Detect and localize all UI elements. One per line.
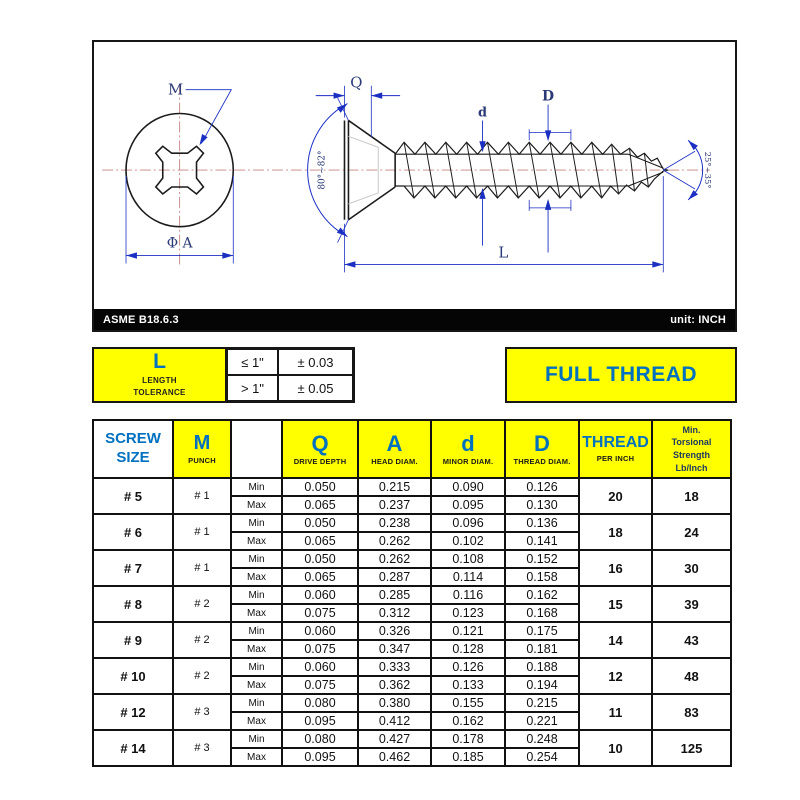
max-label: Max xyxy=(231,532,282,550)
table-row xyxy=(93,586,731,604)
tolerance-symbol-cell xyxy=(92,347,227,403)
min-drive-depth: 0.080 xyxy=(282,730,358,748)
header-thread-diam: D THREAD DIAM. xyxy=(505,420,579,478)
strength-cell: 39 xyxy=(652,586,731,622)
max-minor-diam: 0.185 xyxy=(431,748,505,766)
min-head-diam: 0.238 xyxy=(358,514,431,532)
min-thread-diam: 0.126 xyxy=(505,478,579,496)
length-tolerance-box xyxy=(92,347,355,403)
thread-per-inch-cell: 11 xyxy=(579,694,652,730)
min-minor-diam: 0.090 xyxy=(431,478,505,496)
header-m-punch: M PUNCH xyxy=(173,420,231,478)
max-drive-depth: 0.075 xyxy=(282,676,358,694)
max-minor-diam: 0.123 xyxy=(431,604,505,622)
strength-cell: 24 xyxy=(652,514,731,550)
max-drive-depth: 0.065 xyxy=(282,496,358,514)
max-label: Max xyxy=(231,568,282,586)
max-head-diam: 0.347 xyxy=(358,640,431,658)
tolerance-value: ± 0.03 xyxy=(278,349,353,375)
min-minor-diam: 0.121 xyxy=(431,622,505,640)
max-drive-depth: 0.095 xyxy=(282,748,358,766)
thread-crests-bottom xyxy=(395,171,663,198)
header-head-diam: A HEAD DIAM. xyxy=(358,420,431,478)
header-torsional-strength: Min. Torsional Strength Lb/Inch xyxy=(652,420,731,478)
screw-size-cell: # 6 xyxy=(93,514,173,550)
thread-per-inch-cell: 15 xyxy=(579,586,652,622)
leader-arrow xyxy=(199,134,207,145)
min-label: Min xyxy=(231,586,282,604)
table-row xyxy=(93,694,731,712)
max-minor-diam: 0.095 xyxy=(431,496,505,514)
table-row xyxy=(93,658,731,676)
header-empty xyxy=(231,420,282,478)
unit-label: unit: INCH xyxy=(670,313,726,326)
screw-size-cell: # 12 xyxy=(93,694,173,730)
minor-diameter-label: d xyxy=(478,105,488,121)
min-thread-diam: 0.248 xyxy=(505,730,579,748)
max-minor-diam: 0.128 xyxy=(431,640,505,658)
punch-cell: # 1 xyxy=(173,478,231,514)
screw-size-cell: # 9 xyxy=(93,622,173,658)
strength-cell: 30 xyxy=(652,550,731,586)
min-head-diam: 0.262 xyxy=(358,550,431,568)
max-thread-diam: 0.254 xyxy=(505,748,579,766)
tip-angle-label: 25°~35° xyxy=(702,151,713,189)
full-thread-label: FULL THREAD xyxy=(544,363,698,386)
min-drive-depth: 0.050 xyxy=(282,514,358,532)
max-minor-diam: 0.133 xyxy=(431,676,505,694)
min-head-diam: 0.326 xyxy=(358,622,431,640)
screw-drawing xyxy=(94,42,735,309)
min-thread-diam: 0.175 xyxy=(505,622,579,640)
min-label: Min xyxy=(231,478,282,496)
screw-size-cell: # 8 xyxy=(93,586,173,622)
head-diameter-label: Φ A xyxy=(166,235,193,252)
min-drive-depth: 0.060 xyxy=(282,586,358,604)
min-minor-diam: 0.126 xyxy=(431,658,505,676)
min-drive-depth: 0.060 xyxy=(282,622,358,640)
min-drive-depth: 0.060 xyxy=(282,658,358,676)
max-thread-diam: 0.141 xyxy=(505,532,579,550)
max-label: Max xyxy=(231,712,282,730)
thread-per-inch-cell: 16 xyxy=(579,550,652,586)
max-drive-depth: 0.075 xyxy=(282,640,358,658)
spec-table xyxy=(92,419,732,767)
max-head-diam: 0.412 xyxy=(358,712,431,730)
max-label: Max xyxy=(231,676,282,694)
max-label: Max xyxy=(231,748,282,766)
min-thread-diam: 0.188 xyxy=(505,658,579,676)
thread-per-inch-cell: 20 xyxy=(579,478,652,514)
screw-size-cell: # 10 xyxy=(93,658,173,694)
punch-cell: # 1 xyxy=(173,514,231,550)
max-minor-diam: 0.114 xyxy=(431,568,505,586)
punch-cell: # 2 xyxy=(173,622,231,658)
min-thread-diam: 0.152 xyxy=(505,550,579,568)
min-head-diam: 0.380 xyxy=(358,694,431,712)
screw-size-cell: # 5 xyxy=(93,478,173,514)
thread-per-inch-cell: 12 xyxy=(579,658,652,694)
max-label: Max xyxy=(231,496,282,514)
max-thread-diam: 0.181 xyxy=(505,640,579,658)
min-label: Min xyxy=(231,658,282,676)
min-minor-diam: 0.096 xyxy=(431,514,505,532)
length-label: L xyxy=(498,243,509,262)
strength-cell: 18 xyxy=(652,478,731,514)
min-head-diam: 0.427 xyxy=(358,730,431,748)
min-drive-depth: 0.050 xyxy=(282,478,358,496)
max-drive-depth: 0.065 xyxy=(282,568,358,586)
standard-label: ASME B18.6.3 xyxy=(103,313,179,326)
max-minor-diam: 0.102 xyxy=(431,532,505,550)
min-thread-diam: 0.136 xyxy=(505,514,579,532)
strength-cell: 48 xyxy=(652,658,731,694)
table-row xyxy=(93,730,731,748)
tolerance-title: LENGTH TOLERANCE xyxy=(133,376,186,397)
max-drive-depth: 0.095 xyxy=(282,712,358,730)
max-minor-diam: 0.162 xyxy=(431,712,505,730)
strength-cell: 43 xyxy=(652,622,731,658)
punch-symbol-label: M xyxy=(168,80,184,99)
table-row xyxy=(93,550,731,568)
punch-cell: # 1 xyxy=(173,550,231,586)
min-label: Min xyxy=(231,514,282,532)
min-label: Min xyxy=(231,694,282,712)
screw-size-cell: # 14 xyxy=(93,730,173,766)
min-thread-diam: 0.162 xyxy=(505,586,579,604)
punch-cell: # 3 xyxy=(173,730,231,766)
full-thread-box xyxy=(505,347,737,403)
max-head-diam: 0.237 xyxy=(358,496,431,514)
thread-per-inch-cell: 14 xyxy=(579,622,652,658)
table-row xyxy=(93,622,731,640)
punch-cell: # 3 xyxy=(173,694,231,730)
strength-cell: 125 xyxy=(652,730,731,766)
tolerance-condition: ≤ 1" xyxy=(227,349,278,375)
punch-cell: # 2 xyxy=(173,586,231,622)
tolerance-value: ± 0.05 xyxy=(278,375,353,401)
thread-diameter-label: D xyxy=(542,88,555,105)
min-minor-diam: 0.116 xyxy=(431,586,505,604)
dimensions xyxy=(308,74,713,273)
table-row xyxy=(93,514,731,532)
max-head-diam: 0.362 xyxy=(358,676,431,694)
max-drive-depth: 0.065 xyxy=(282,532,358,550)
punch-cell: # 2 xyxy=(173,658,231,694)
max-head-diam: 0.287 xyxy=(358,568,431,586)
max-head-diam: 0.462 xyxy=(358,748,431,766)
header-screw-size: SCREW SIZE xyxy=(93,420,173,478)
min-label: Min xyxy=(231,730,282,748)
min-head-diam: 0.215 xyxy=(358,478,431,496)
min-minor-diam: 0.178 xyxy=(431,730,505,748)
header-drive-depth: Q DRIVE DEPTH xyxy=(282,420,358,478)
thread-crests-top xyxy=(395,142,663,169)
max-thread-diam: 0.168 xyxy=(505,604,579,622)
min-label: Min xyxy=(231,622,282,640)
header-minor-diam: d MINOR DIAM. xyxy=(431,420,505,478)
min-head-diam: 0.285 xyxy=(358,586,431,604)
min-head-diam: 0.333 xyxy=(358,658,431,676)
max-thread-diam: 0.194 xyxy=(505,676,579,694)
min-drive-depth: 0.050 xyxy=(282,550,358,568)
drive-depth-label: Q xyxy=(350,73,363,92)
max-thread-diam: 0.221 xyxy=(505,712,579,730)
thread-per-inch-cell: 10 xyxy=(579,730,652,766)
max-drive-depth: 0.075 xyxy=(282,604,358,622)
strength-cell: 83 xyxy=(652,694,731,730)
thread-per-inch-cell: 18 xyxy=(579,514,652,550)
head-angle-label: 80°~82° xyxy=(317,150,328,190)
screw-size-cell: # 7 xyxy=(93,550,173,586)
tolerance-grid xyxy=(227,347,355,403)
max-label: Max xyxy=(231,604,282,622)
min-minor-diam: 0.108 xyxy=(431,550,505,568)
tolerance-symbol: L xyxy=(153,350,166,373)
min-minor-diam: 0.155 xyxy=(431,694,505,712)
min-drive-depth: 0.080 xyxy=(282,694,358,712)
max-thread-diam: 0.130 xyxy=(505,496,579,514)
header-thread-per-inch: THREAD PER INCH xyxy=(579,420,652,478)
table-header-row xyxy=(93,420,731,478)
tolerance-condition: > 1" xyxy=(227,375,278,401)
max-thread-diam: 0.158 xyxy=(505,568,579,586)
min-label: Min xyxy=(231,550,282,568)
table-row xyxy=(93,478,731,496)
max-head-diam: 0.262 xyxy=(358,532,431,550)
technical-drawing xyxy=(92,40,737,332)
standard-bar xyxy=(94,309,735,330)
max-head-diam: 0.312 xyxy=(358,604,431,622)
max-label: Max xyxy=(231,640,282,658)
min-thread-diam: 0.215 xyxy=(505,694,579,712)
